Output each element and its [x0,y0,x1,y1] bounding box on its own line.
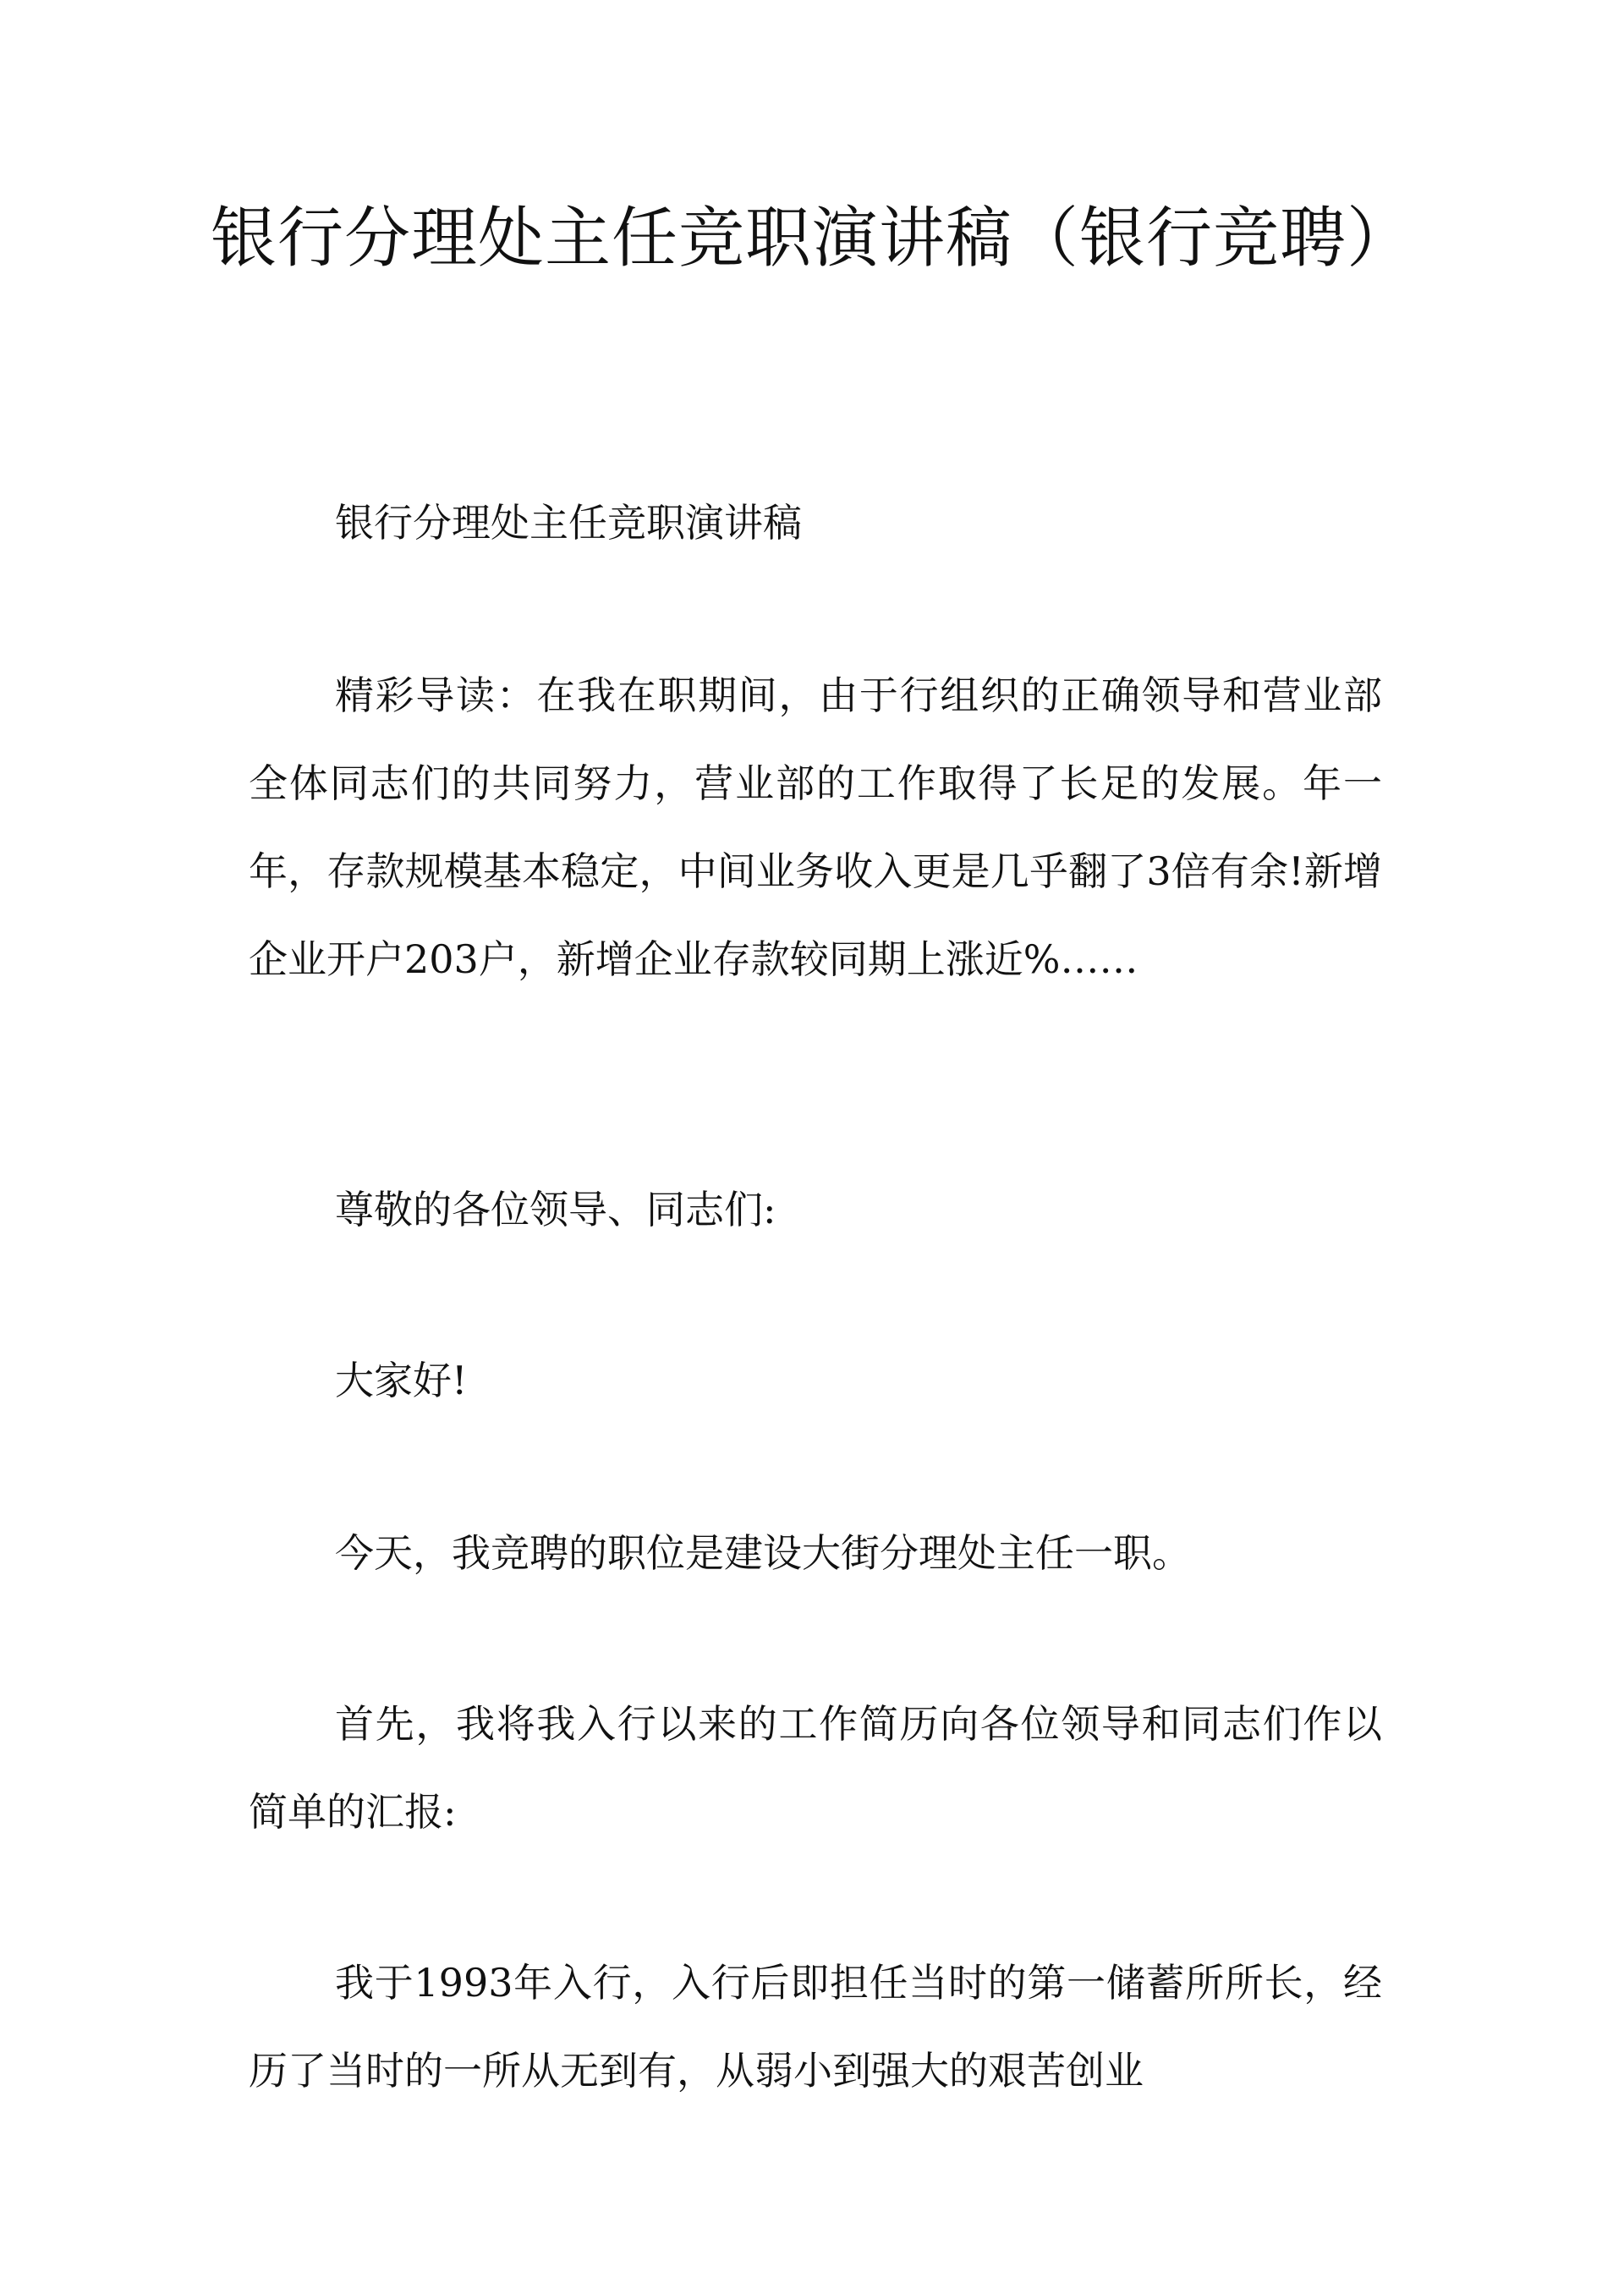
paragraph-history: 我于1993年入行，入行后即担任当时的第一储蓄所所长，经历了当时的一所从无到有，从弱小到强大的艰苦创业 [249,1960,1382,2094]
document-title: 银行分理处主任竞职演讲稿（银行竞聘） [210,200,1413,277]
paragraph-hello: 大家好! [335,1358,468,1403]
paragraph-today: 今天，我竞聘的职位是建设大街分理处主任一职。 [335,1530,1191,1576]
paragraph-subtitle: 银行分理处主任竞职演讲稿 [335,500,802,546]
paragraph-intro: 精彩导读：在我在职期间，由于行组织的正确领导和营业部全体同志们的共同努力，营业部的工作取得了长足的发展。年一年，存款规模基本稳定，中间业务收入更是几乎翻了3倍有余!新增企业开户203户，新增企业存款较同期上涨近%…… [249,672,1382,982]
paragraph-first: 首先，我将我入行以来的工作简历向各位领导和同志们作以简单的汇报: [249,1701,1382,1835]
paragraph-greeting: 尊敬的各位领导、同志们: [335,1187,776,1232]
